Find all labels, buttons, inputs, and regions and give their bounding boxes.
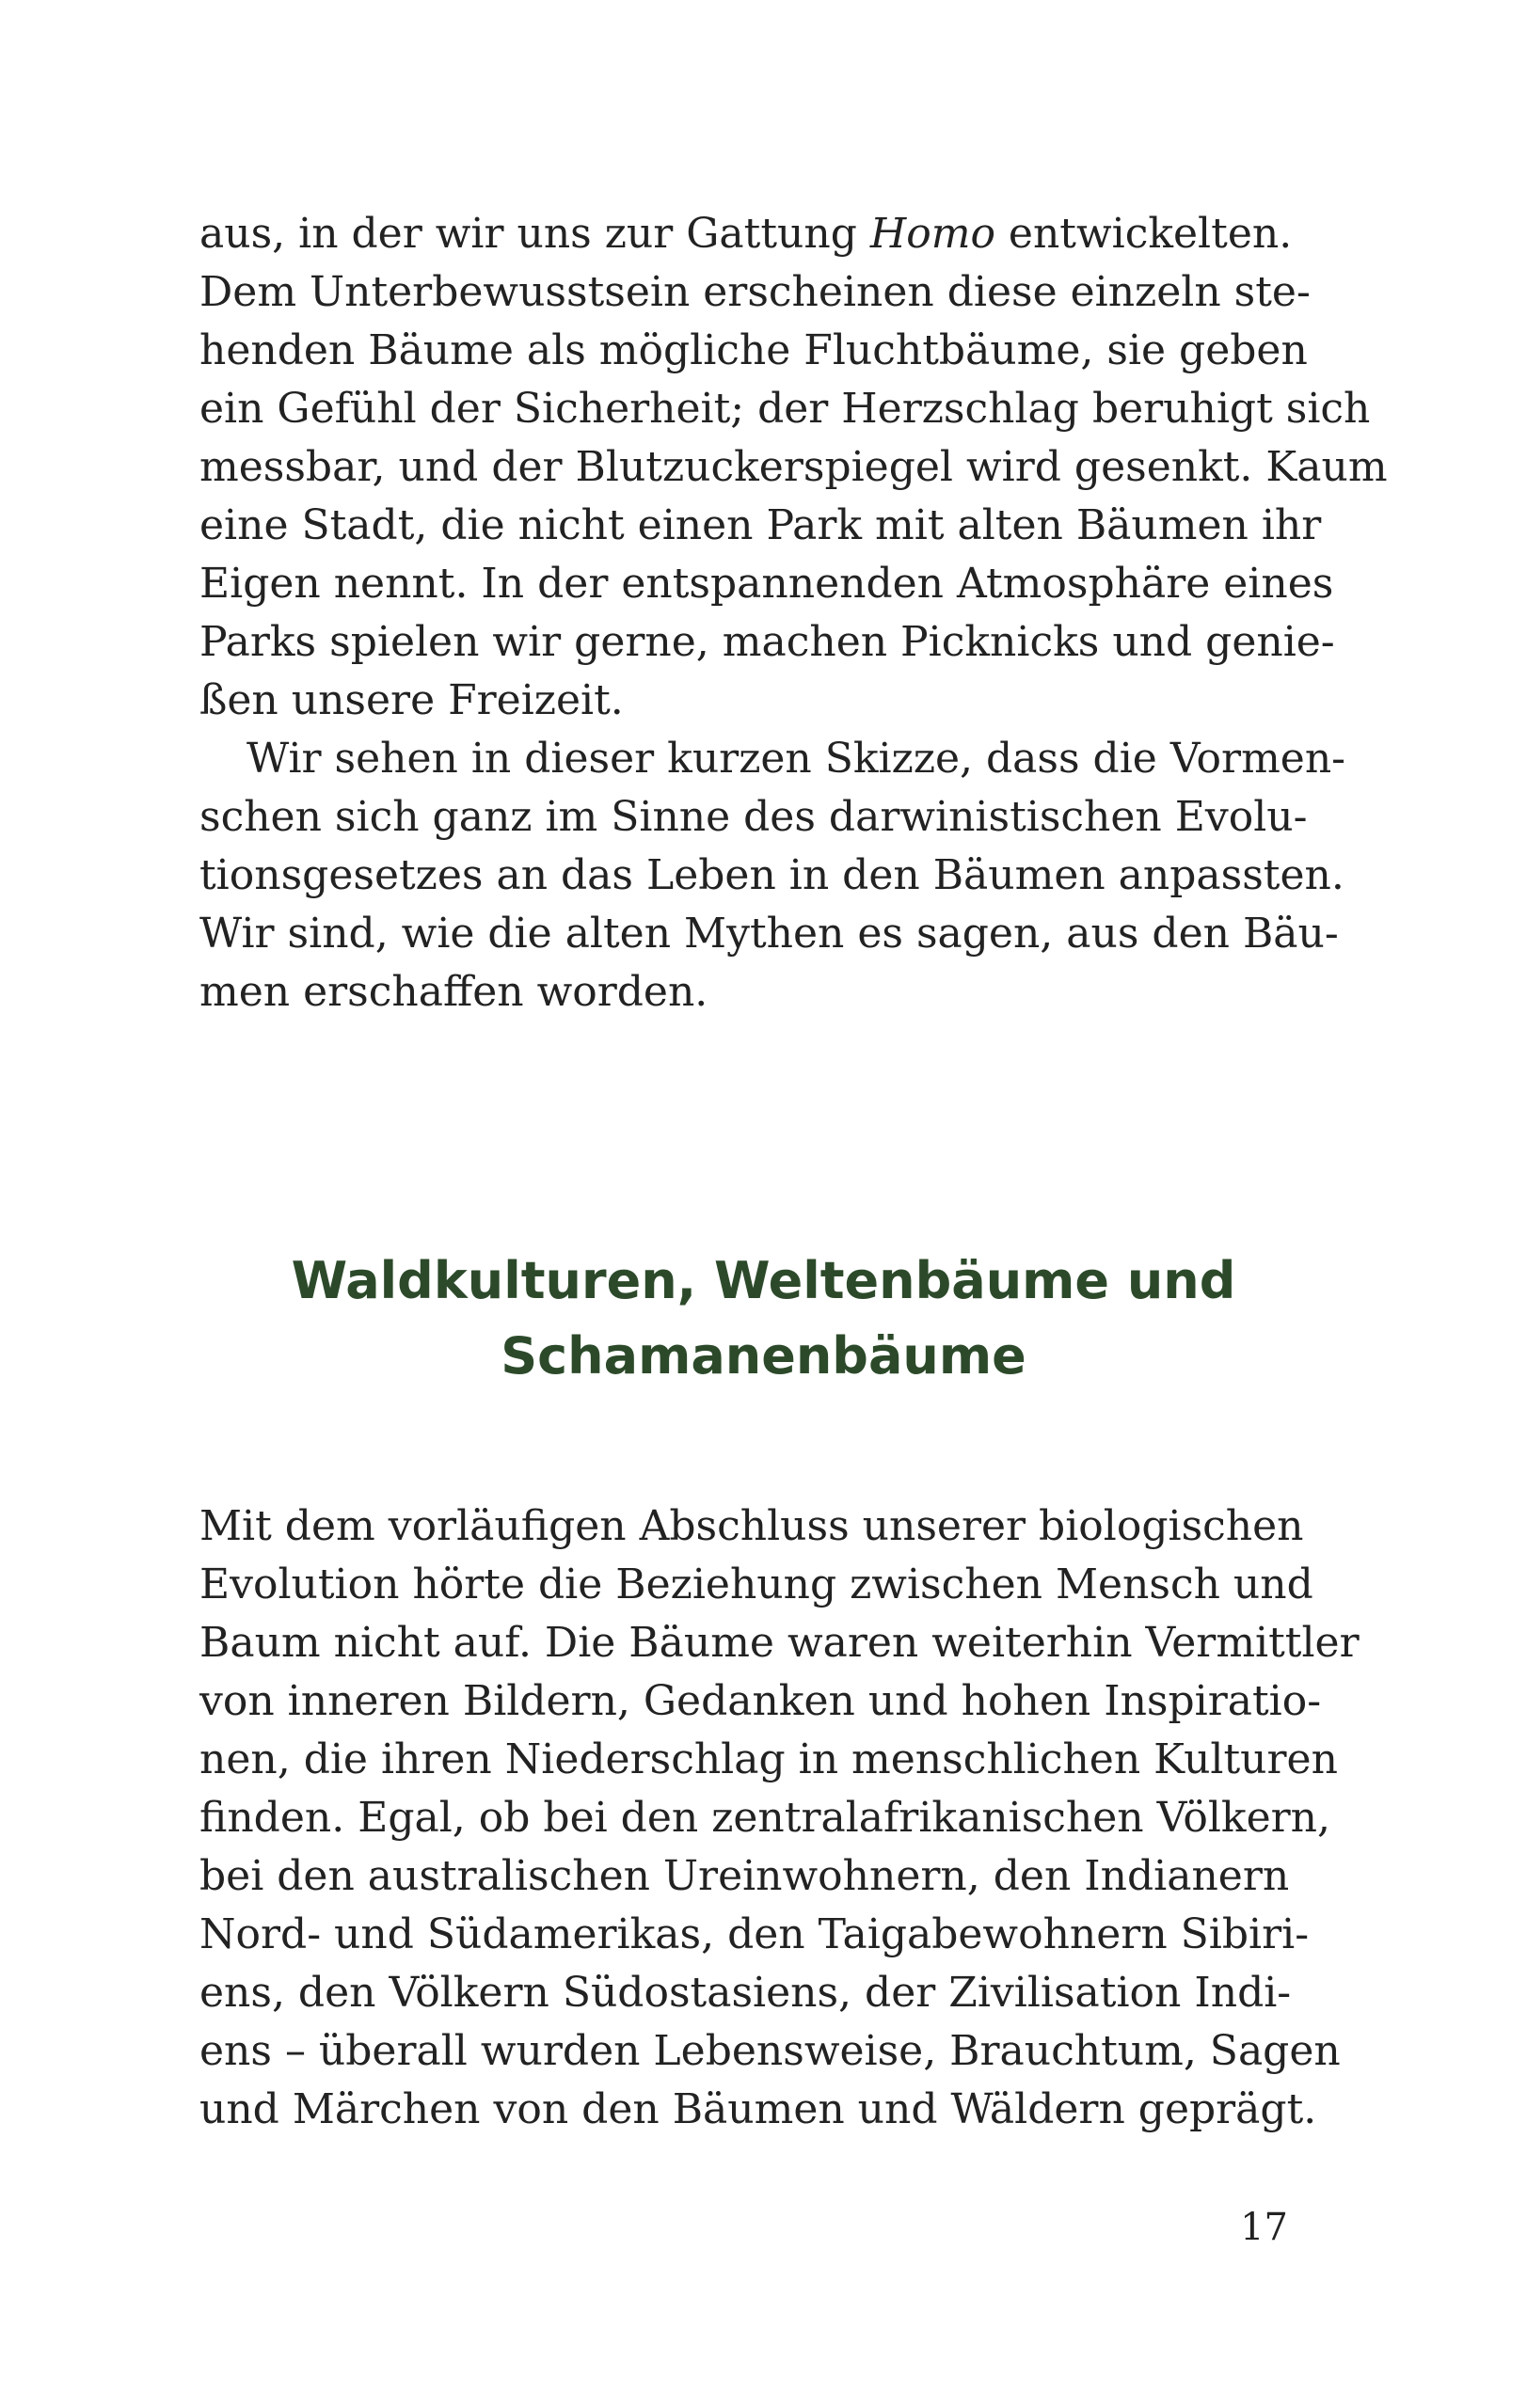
paragraph-1-line: Dem Unterbewusstsein erscheinen diese einzeln ste-	[199, 268, 1311, 316]
text-span: aus, in der wir uns zur Gattung	[199, 210, 870, 258]
paragraph-3-line: bei den australischen Ureinwohnern, den Indianern	[199, 1852, 1290, 1900]
paragraph-1-line: Parks spielen wir gerne, machen Picknicks und genie-	[199, 618, 1335, 666]
paragraph-3-line: finden. Egal, ob bei den zentralafrikanischen Völkern,	[199, 1794, 1330, 1842]
section-heading-line-2: Schamanenbäume	[501, 1326, 1026, 1386]
paragraph-2-line: Wir sehen in dieser kurzen Skizze, dass die Vormen-	[247, 735, 1346, 783]
paragraph-1-line: messbar, und der Blutzuckerspiegel wird gesenkt. Kaum	[199, 443, 1388, 491]
paragraph-3-line: Mit dem vorläufigen Abschluss unserer biologischen	[199, 1502, 1304, 1550]
paragraph-3-line: Evolution hörte die Beziehung zwischen Mensch und	[199, 1560, 1313, 1608]
section-heading-line-1: Waldkulturen, Weltenbäume und	[291, 1251, 1236, 1310]
paragraph-3-line: ens – überall wurden Lebensweise, Brauchtum, Sagen	[199, 2027, 1341, 2075]
paragraph-3-line: von inneren Bildern, Gedanken und hohen Inspiratio-	[199, 1677, 1322, 1725]
paragraph-3-line: ens, den Völkern Südostasiens, der Zivilisation Indi-	[199, 1969, 1292, 2017]
paragraph-1-line-1	[199, 205, 1293, 263]
paragraph-3-line: und Märchen von den Bäumen und Wäldern geprägt.	[199, 2085, 1317, 2133]
paragraph-1-line: eine Stadt, die nicht einen Park mit alten Bäumen ihr	[199, 501, 1322, 549]
text-span: entwickelten.	[994, 210, 1293, 258]
paragraph-3-line: Baum nicht auf. Die Bäume waren weiterhin Vermittler	[199, 1619, 1360, 1667]
paragraph-3-line: Nord- und Südamerikas, den Taigabewohnern Sibiri-	[199, 1910, 1310, 1958]
paragraph-2-line: tionsgesetzes an das Leben in den Bäumen anpassten.	[199, 851, 1344, 899]
paragraph-3-line: nen, die ihren Niederschlag in menschlichen Kulturen	[199, 1735, 1338, 1783]
page-number: 17	[1240, 2206, 1288, 2249]
paragraph-1-line: Eigen nennt. In der entspannenden Atmosphäre eines	[199, 560, 1334, 608]
italic-term: Homo	[869, 210, 995, 258]
paragraph-1-line: henden Bäume als mögliche Fluchtbäume, sie geben	[199, 326, 1308, 374]
paragraph-2-line: men erschaffen worden.	[199, 968, 708, 1016]
paragraph-1-line: ein Gefühl der Sicherheit; der Herzschlag beruhigt sich	[199, 385, 1371, 433]
paragraph-1-line: ßen unsere Freizeit.	[199, 676, 624, 724]
paragraph-2-line: Wir sind, wie die alten Mythen es sagen, aus den Bäu-	[199, 910, 1339, 958]
paragraph-2-line: schen sich ganz im Sinne des darwinistischen Evolu-	[199, 793, 1308, 841]
